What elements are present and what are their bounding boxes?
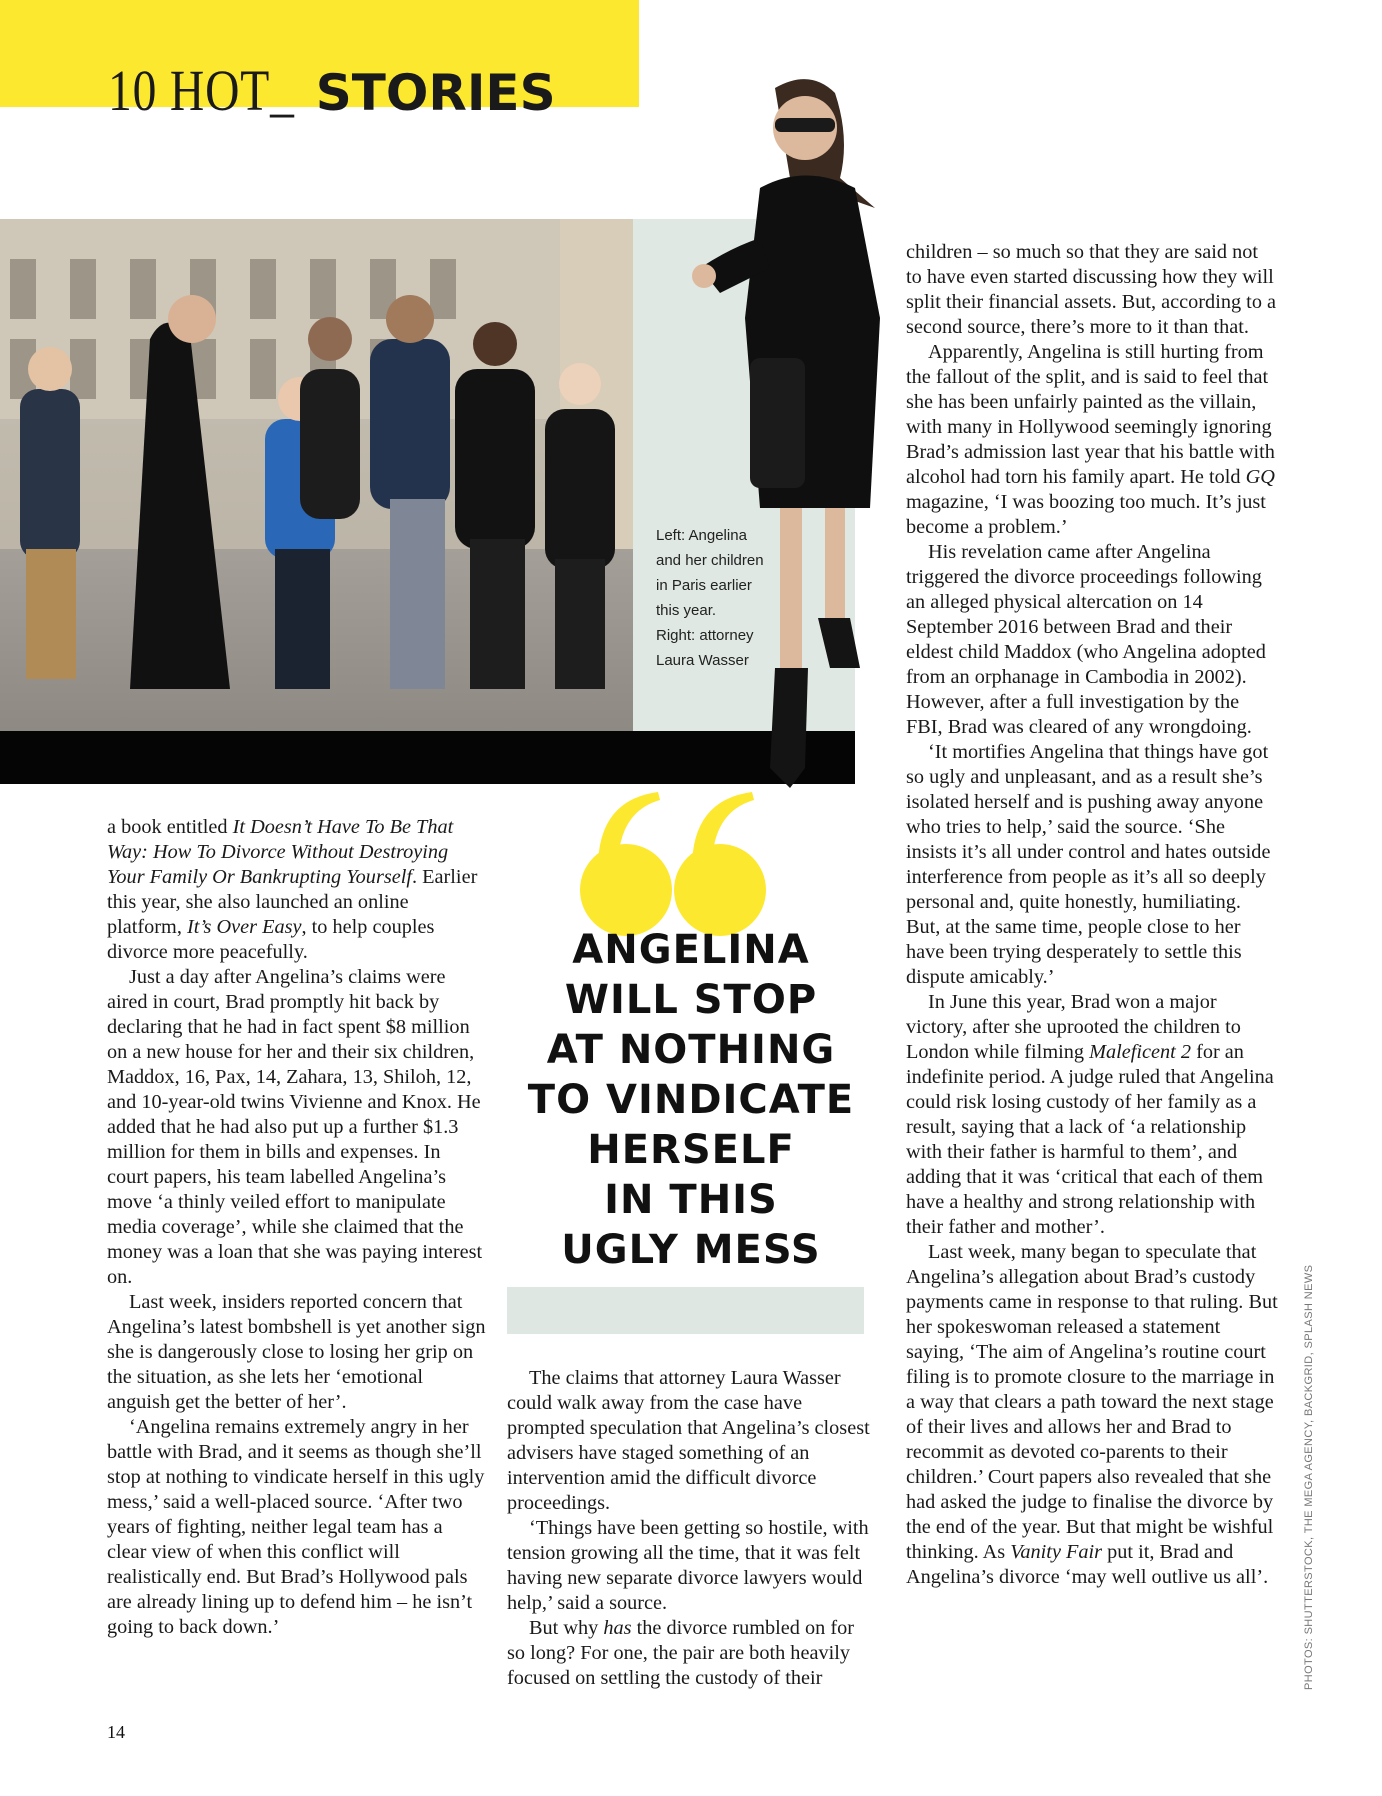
italic-run: It Doesn’t Have To Be That Way: How To Divorce Without Destroying Your Family Or Bankrupting Yourself xyxy=(107,816,454,888)
pull-quote-line: HERSELF xyxy=(587,1127,795,1173)
text-run: His revelation came after Angelina triggered the divorce proceedings following an alleged physical altercation on 14 September 2016 between Brad and their eldest child Maddox (who Angelina adopted from an orphanage in Cambodia in 2002). However, after a full investigation by the FBI, Brad was cleared of any wrongdoing. xyxy=(906,541,1266,738)
pull-quote xyxy=(506,925,876,1275)
photo-caption xyxy=(656,523,816,673)
body-column-right xyxy=(906,240,1278,1590)
section-word: STORIES xyxy=(315,64,556,122)
page-number: 14 xyxy=(107,1722,125,1742)
pull-quote-line: UGLY MESS xyxy=(561,1227,821,1273)
italic-run: Maleficent 2 xyxy=(1089,1041,1192,1063)
pull-quote-line: WILL STOP xyxy=(564,977,818,1023)
text-run: magazine, ‘I was boozing too much. It’s just become a problem.’ xyxy=(906,491,1266,538)
text-run: Last week, many began to speculate that Angelina’s allegation about Brad’s custody payments came in response to that ruling. But her spokeswoman released a statement saying, ‘The aim of Angelina’s routine court filing is to promote closure to the marriage in a way that clears a path toward the next stage of their lives and allows her and Brad to recommit as devoted co-parents to their children.’ Court papers also revealed that she had asked the judge to finalise the divorce by the end of the year. But that might be wishful thinking. As xyxy=(906,1241,1278,1563)
pull-quote-line: ANGELINA xyxy=(572,927,810,973)
caption-line: this year. xyxy=(656,602,717,619)
text-run: Just a day after Angelina’s claims were aired in court, Brad promptly hit back by declaring that he had in fact spent $8 million on a new house for her and their six children, Maddox, 16, Pax, 14, Zahara, 13, Shiloh, 12, and 10-year-old twins Vivienne and Knox. He added that he had also put up a further $1.3 million for them in bills and expenses. In court papers, his team labelled Angelina’s move ‘a thinly veiled effort to manipulate media coverage’, while she claimed that the money was a loan that she was paying interest on. xyxy=(107,966,483,1288)
italic-run: Vanity Fair xyxy=(1010,1541,1103,1563)
text-run: for an indefinite period. A judge ruled that Angelina could risk losing custody of her family as a result, saying that a lack of ‘a relationship with their father is harmful to them’, and adding that it was ‘critical that each of them have a healthy and strong relationship with their father and mother’. xyxy=(906,1041,1274,1238)
body-paragraph xyxy=(906,1240,1278,1590)
body-column-left xyxy=(107,815,487,1640)
caption-line: and her children xyxy=(656,552,764,569)
pull-quote-line: AT NOTHING xyxy=(546,1027,836,1073)
body-paragraph xyxy=(906,990,1278,1240)
pull-quote-line: IN THIS xyxy=(604,1177,778,1223)
text-run: children – so much so that they are said not to have even started discussing how they will split their financial assets. But, according to a second source, there’s more to it than that. xyxy=(906,241,1277,338)
body-paragraph xyxy=(507,1616,877,1691)
caption-line: in Paris earlier xyxy=(656,577,752,594)
body-paragraph xyxy=(906,340,1278,540)
body-paragraph xyxy=(906,740,1278,990)
text-run: a book entitled xyxy=(107,816,233,838)
body-paragraph xyxy=(507,1516,877,1616)
text-run: . Earlier this year, she also launched an online platform, xyxy=(107,866,478,938)
body-paragraph xyxy=(507,1366,877,1516)
section-title xyxy=(108,58,556,125)
caption-line: Left: Angelina xyxy=(656,527,747,544)
pull-quote-line: TO VINDICATE xyxy=(527,1077,855,1123)
text-run: ‘Angelina remains extremely angry in her battle with Brad, and it seems as though she’ll stop at nothing to vindicate herself in this ugly mess,’ said a well-placed source. ‘After two years of fighting, neither legal team has a clear view of when this conflict will realistically end. But Brad’s Hollywood pals are already lining up to defend him – he isn’t going to back down.’ xyxy=(107,1416,485,1638)
body-paragraph xyxy=(107,1290,487,1415)
body-paragraph xyxy=(107,1415,487,1640)
text-run: the divorce rumbled on for so long? For one, the pair are both heavily focused on settling the custody of their xyxy=(507,1617,855,1689)
quote-bar xyxy=(507,1287,864,1334)
text-run: In June this year, Brad won a major victory, after she uprooted the children to London while filming xyxy=(906,991,1241,1063)
body-paragraph xyxy=(107,965,487,1290)
family-photo xyxy=(0,219,633,731)
wasser-photo xyxy=(690,68,920,788)
italic-run: It’s Over Easy xyxy=(186,916,302,938)
section-prefix: 10 HOT_ xyxy=(108,58,295,123)
caption-line: Right: attorney xyxy=(656,627,754,644)
italic-run: has xyxy=(603,1617,632,1639)
text-run: , to help couples divorce more peacefully. xyxy=(107,916,435,963)
italic-run: GQ xyxy=(1245,466,1275,488)
body-column-middle xyxy=(507,1366,877,1691)
text-run: put it, Brad and Angelina’s divorce ‘may well outlive us all’. xyxy=(906,1541,1269,1588)
photo-credit: PHOTOS: SHUTTERSTOCK, THE MEGA AGENCY, BACKGRID, SPLASH NEWS xyxy=(1303,1264,1315,1690)
body-paragraph xyxy=(906,240,1278,340)
text-run: Apparently, Angelina is still hurting from the fallout of the split, and is said to feel that she has been unfairly painted as the villain, with many in Hollywood seemingly ignoring Brad’s admission last year that his battle with alcohol had torn his family apart. He told xyxy=(906,341,1275,488)
caption-line: Laura Wasser xyxy=(656,652,749,669)
text-run: ‘It mortifies Angelina that things have got so ugly and unpleasant, and as a result she’s isolated herself and is pushing away anyone who tries to help,’ said the source. ‘She insists it’s all under control and hates outside interference from people as it’s all so deeply personal and, quite honestly, humiliating. But, at the same time, people close to her have been trying desperately to settle this dispute amicably.’ xyxy=(906,741,1271,988)
text-run: ‘Things have been getting so hostile, with tension growing all the time, that it was felt having new separate divorce lawyers would help,’ said a source. xyxy=(507,1517,869,1614)
text-run: The claims that attorney Laura Wasser could walk away from the case have prompted speculation that Angelina’s closest advisers have staged something of an intervention amid the difficult divorce proceedings. xyxy=(507,1367,870,1514)
body-paragraph xyxy=(107,815,487,965)
text-run: But why xyxy=(529,1617,604,1639)
quote-marks-icon xyxy=(578,780,768,945)
body-paragraph xyxy=(906,540,1278,740)
text-run: Last week, insiders reported concern that Angelina’s latest bombshell is yet another sign she is dangerously close to losing her grip on the situation, as she lets her ‘emotional anguish get the better of her’. xyxy=(107,1291,486,1413)
